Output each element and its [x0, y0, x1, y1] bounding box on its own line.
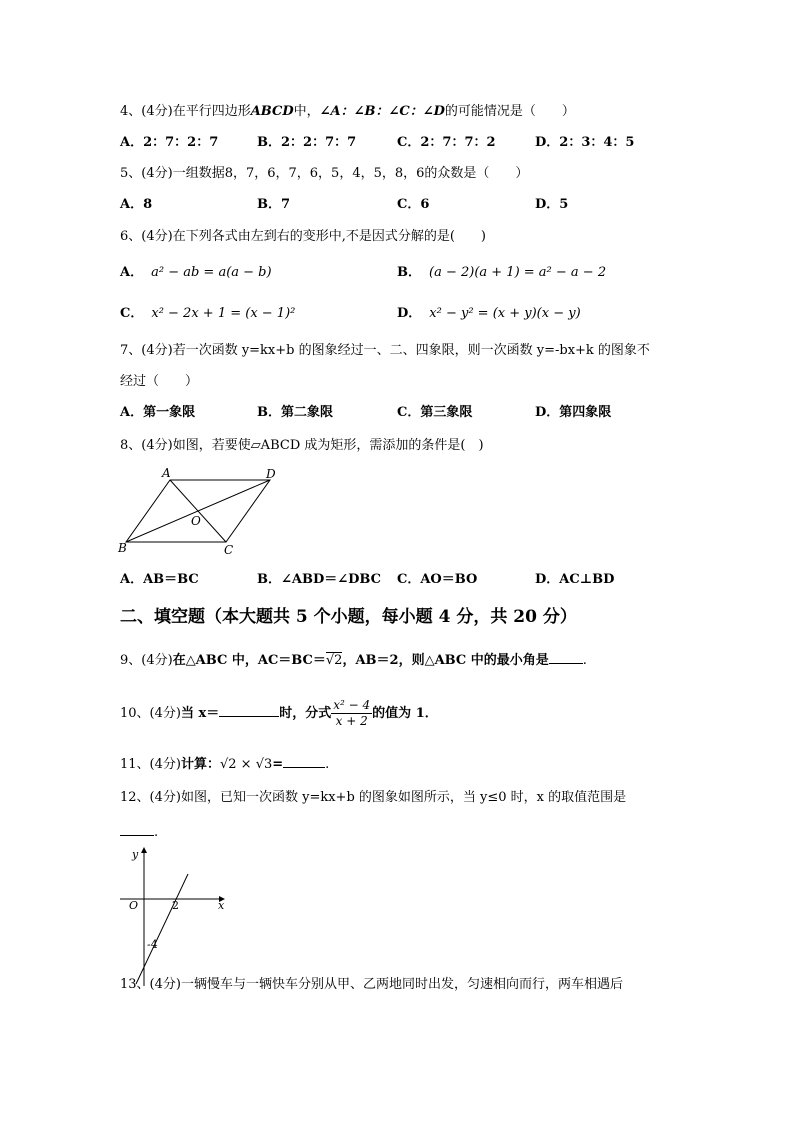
section-heading: 二、填空题（本大题共 5 个小题，每小题 4 分，共 20 分）: [120, 607, 577, 627]
x-intercept-label: 2: [172, 899, 179, 912]
q7-option-b[interactable]: B．第二象限: [257, 405, 333, 420]
label-b: B: [118, 541, 127, 555]
q6-option-d[interactable]: D． x² − y² = (x + y)(x − y): [397, 306, 581, 321]
linear-function-graph: [112, 842, 242, 992]
q6-option-a[interactable]: A． a² − ab = a(a − b): [120, 265, 272, 280]
q7-stem-continued: 经过（ ）: [120, 374, 199, 389]
q6-formula-a: a² − ab = a(a − b): [151, 265, 272, 280]
q6-formula-c: x² − 2x + 1 = (x − 1)²: [151, 306, 296, 321]
q6-option-c[interactable]: C． x² − 2x + 1 = (x − 1)²: [120, 306, 296, 321]
q8-option-d[interactable]: D．AC⊥BD: [535, 572, 615, 587]
q4-option-a[interactable]: A．2：7：2：7: [120, 135, 219, 150]
fraction: $\frac{\text{x² − 4}}{x + 2}$: [333, 698, 371, 728]
q8-option-b[interactable]: B．∠ABD＝∠DBC: [257, 572, 381, 587]
q4-option-c[interactable]: C．2：7：7：2: [397, 135, 496, 150]
q7-option-d[interactable]: D．第四象限: [535, 405, 612, 420]
origin-label: O: [129, 899, 139, 912]
q13-stem: 13、(4分)一辆慢车与一辆快车分别从甲、乙两地同时出发，匀速相向而行，两车相遇后: [120, 977, 623, 992]
sqrt-2: √2: [325, 653, 343, 668]
q5-option-d[interactable]: D．5: [535, 197, 569, 212]
q6-option-b[interactable]: B． (a − 2)(a + 1) = a² − a − 2: [397, 265, 607, 280]
q9-answer-blank[interactable]: [549, 651, 583, 664]
y-axis-label: y: [132, 848, 139, 861]
q8-option-a[interactable]: A．AB＝BC: [120, 572, 199, 587]
q7-option-c[interactable]: C．第三象限: [397, 405, 473, 420]
label-a: A: [162, 466, 171, 480]
q5-stem: 5、(4分)一组数据8，7，6，7，6，5，4，5，8，6的众数是（ ）: [120, 166, 529, 181]
q5-option-c[interactable]: C．6: [397, 197, 430, 212]
y-intercept-label: -4: [147, 938, 158, 951]
q8-stem: 8、(4分)如图，若要使▱ABCD 成为矩形，需添加的条件是( ): [120, 438, 484, 453]
x-axis-label: x: [218, 899, 225, 912]
q6-formula-b: (a − 2)(a + 1) = a² − a − 2: [429, 265, 607, 280]
q7-stem: 7、(4分)若一次函数 y=kx+b 的图象经过一、二、四象限，则一次函数 y=-bx+k 的图象不: [120, 343, 650, 358]
sqrt-expression: √2 × √3: [219, 757, 273, 772]
q6-formula-d: x² − y² = (x + y)(x − y): [429, 306, 581, 321]
q4-option-d[interactable]: D．2：3：4：5: [535, 135, 635, 150]
q5-option-b[interactable]: B．7: [257, 197, 291, 212]
q12-answer-line: .: [120, 823, 158, 841]
label-o: O: [191, 514, 201, 528]
q10-answer-blank[interactable]: [219, 692, 279, 717]
q4-option-b[interactable]: B．2：2：7：7: [257, 135, 357, 150]
q5-option-a[interactable]: A．8: [120, 197, 153, 212]
parallelogram-figure: [112, 462, 292, 562]
q8-option-c[interactable]: C．AO＝BO: [397, 572, 478, 587]
q11-answer-blank[interactable]: [283, 755, 325, 768]
q10-stem: 10、(4分)当 x＝ 时，分式 $\frac{\text{x² − 4}}{x + 2}$ 的值为 1．: [120, 692, 438, 732]
q4-stem: 4、(4分)在平行四边形ABCD中，∠A：∠B：∠C：∠D的可能情况是（ ）: [120, 104, 575, 119]
q12-answer-blank[interactable]: [120, 823, 154, 836]
q11-stem: 11、(4分)计算：√2 × √3= .: [120, 757, 330, 772]
q6-stem: 6、(4分)在下列各式由左到右的变形中,不是因式分解的是( ): [120, 229, 486, 244]
label-c: C: [224, 543, 234, 557]
q12-stem: 12、(4分)如图，已知一次函数 y=kx+b 的图象如图所示，当 y≤0 时，x 的取值范围是: [120, 790, 627, 805]
q9-stem: 9、(4分)在△ABC 中，AC＝BC＝√2，AB＝2，则△ABC 中的最小角是 .: [120, 653, 587, 668]
label-d: D: [266, 467, 276, 481]
q7-option-a[interactable]: A．第一象限: [120, 405, 196, 420]
